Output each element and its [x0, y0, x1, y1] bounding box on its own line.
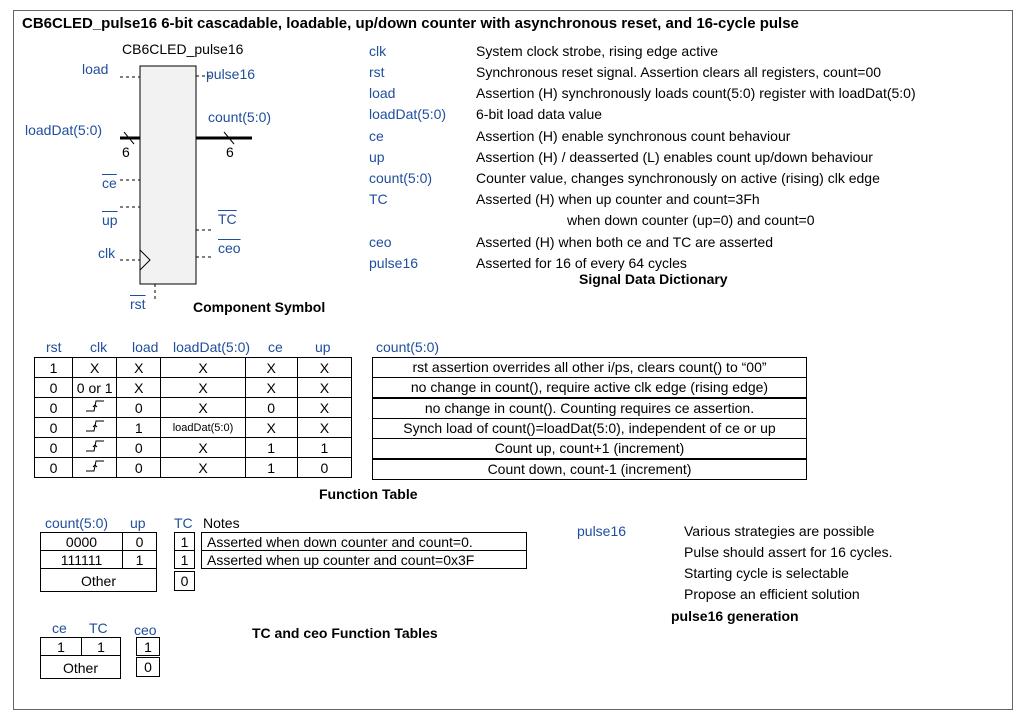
ceo-cell-ceo: 0	[136, 657, 160, 677]
pin-loaddat-width: 6	[122, 144, 130, 160]
tc-header-tc: TC	[174, 515, 193, 531]
tc-cell-count: 111111	[40, 550, 123, 569]
rising-edge-icon	[73, 438, 117, 458]
dict-name: pulse16	[369, 255, 419, 271]
dict-desc: System clock strobe, rising edge active	[476, 43, 718, 59]
function-table-cell: X	[161, 458, 245, 478]
pulse16-line: Various strategies are possible	[684, 523, 875, 539]
function-table-cell: X	[245, 358, 297, 378]
tc-header-count: count(5:0)	[45, 515, 109, 531]
ceo-header-ce: ce	[52, 620, 67, 636]
symbol-block	[140, 66, 196, 284]
function-table-cell: 0	[35, 418, 73, 438]
function-table-row	[35, 458, 352, 478]
pulse16-caption: pulse16 generation	[671, 608, 799, 624]
dict-name: clk	[369, 43, 387, 59]
tc-cell-tc: 1	[174, 532, 195, 551]
function-table-output: no change in count(), require active clk edge (rising edge)	[372, 377, 807, 398]
dict-name: rst	[369, 64, 385, 80]
dict-desc: 6-bit load data value	[476, 106, 603, 122]
dict-name: TC	[369, 191, 388, 207]
pin-rst: $\overline{rst}$	[130, 296, 146, 312]
function-table	[34, 357, 352, 478]
function-table-cell: 0	[117, 438, 161, 458]
function-table-cell: X	[117, 358, 161, 378]
rising-edge-icon	[73, 458, 117, 478]
function-table-row	[35, 438, 352, 458]
ceo-header-ceo: ceo	[134, 622, 157, 638]
tc-cell-up: 0	[122, 532, 157, 551]
ceo-header-tc: TC	[89, 620, 108, 636]
tc-header-notes: Notes	[203, 515, 240, 531]
pin-clk: clk	[98, 245, 116, 261]
pin-load: load	[82, 61, 109, 77]
function-table-cell: 1	[245, 438, 297, 458]
function-table-cell: X	[117, 378, 161, 398]
dict-desc: Counter value, changes synchronously on active (rising) clk edge	[476, 170, 880, 186]
function-table-cell: X	[161, 438, 245, 458]
dict-desc: Asserted (H) when both ce and TC are asserted	[476, 234, 774, 250]
function-table-cell: X	[245, 418, 297, 438]
tc-ceo-caption: TC and ceo Function Tables	[252, 625, 438, 641]
ft-header-loaddat: loadDat(5:0)	[173, 339, 251, 355]
function-table-output: Count up, count+1 (increment)	[372, 438, 807, 459]
pin-ce: $\overline{ce}$	[102, 175, 117, 191]
function-table-row	[35, 418, 352, 438]
dict-name: load	[369, 85, 396, 101]
dict-desc: when down counter (up=0) and count=0	[567, 212, 815, 228]
function-table-row	[35, 358, 352, 378]
dict-desc: Assertion (H) synchronously loads count(5:0) register with loadDat(5:0)	[476, 85, 916, 101]
function-table-cell: X	[161, 398, 245, 418]
ceo-cell-ceo: 1	[136, 637, 160, 656]
pin-ceo: $\overline{ceo}$	[218, 240, 241, 256]
pin-up: $\overline{up}$	[102, 212, 118, 228]
function-table-cell: loadDat(5:0)	[161, 418, 245, 438]
pin-pulse16: pulse16	[206, 66, 256, 82]
dict-name: ceo	[369, 234, 392, 250]
function-table-cell: 0	[245, 398, 297, 418]
ft-header-ce: ce	[268, 339, 283, 355]
pin-count: count(5:0)	[208, 109, 272, 125]
dict-desc: Assertion (H) / deasserted (L) enables count up/down behaviour	[476, 149, 873, 165]
function-table-cell: X	[297, 398, 351, 418]
function-table-cell: X	[161, 358, 245, 378]
function-table-row	[35, 398, 352, 418]
function-table-cell: 1	[245, 458, 297, 478]
dict-desc: Assertion (H) enable synchronous count behaviour	[476, 128, 791, 144]
function-table-cell: X	[297, 378, 351, 398]
pin-loaddat: loadDat(5:0)	[25, 122, 103, 138]
pulse16-line: Starting cycle is selectable	[684, 565, 849, 581]
ft-header-load: load	[132, 339, 159, 355]
dict-desc: Asserted for 16 of every 64 cycles	[476, 255, 687, 271]
tc-header-up: up	[130, 515, 146, 531]
symbol-name: CB6CLED_pulse16	[122, 41, 244, 57]
tc-cell-count: 0000	[40, 532, 123, 551]
function-table-cell: 1	[117, 418, 161, 438]
function-table-output: Synch load of count()=loadDat(5:0), independent of ce or up	[372, 418, 807, 439]
function-table-cell: 0 or 1	[73, 378, 117, 398]
diagram-title: CB6CLED_pulse16 6-bit cascadable, loadable, up/down counter with asynchronous reset, and 16-cycle pulse	[22, 15, 799, 32]
function-table-cell: X	[73, 358, 117, 378]
ft-header-count: count(5:0)	[376, 339, 440, 355]
tc-cell-tc: 1	[174, 550, 195, 569]
function-table-cell: 1	[35, 358, 73, 378]
rising-edge-icon	[73, 418, 117, 438]
function-table-output: Count down, count-1 (increment)	[372, 459, 807, 480]
function-table-output: no change in count(). Counting requires ce assertion.	[372, 398, 807, 419]
function-table-cell: 1	[297, 438, 351, 458]
dict-desc: Synchronous reset signal. Assertion clears all registers, count=00	[476, 64, 882, 80]
function-table-output: rst assertion overrides all other i/ps, clears count() to “00”	[372, 357, 807, 378]
pin-tc: $\overline{TC}$	[218, 211, 237, 227]
function-table-cell: X	[297, 358, 351, 378]
ft-header-rst: rst	[46, 339, 62, 355]
pulse16-line: Pulse should assert for 16 cycles.	[684, 544, 893, 560]
ceo-cell-other: Other	[40, 655, 121, 679]
tc-cell-note: Asserted when up counter and count=0x3F	[201, 550, 527, 569]
dict-name: loadDat(5:0)	[369, 106, 447, 122]
function-table-cell: X	[297, 418, 351, 438]
tc-cell-note: Asserted when down counter and count=0.	[201, 532, 527, 551]
function-table-cell: 0	[35, 458, 73, 478]
rising-edge-icon	[73, 398, 117, 418]
function-table-cell: 0	[35, 398, 73, 418]
function-table-cell: 0	[35, 438, 73, 458]
tc-cell-other: Other	[40, 568, 157, 592]
pin-count-width: 6	[226, 144, 234, 160]
function-table-caption: Function Table	[319, 486, 418, 502]
function-table-cell: 0	[35, 378, 73, 398]
tc-cell-tc: 0	[174, 571, 195, 591]
dict-name: up	[369, 149, 385, 165]
tc-cell-up: 1	[122, 550, 157, 569]
function-table-cell: 0	[117, 458, 161, 478]
function-table-cell: X	[245, 378, 297, 398]
dict-name: ce	[369, 128, 384, 144]
function-table-cell: 0	[117, 398, 161, 418]
ceo-cell-tc: 1	[81, 637, 121, 656]
dict-name: count(5:0)	[369, 170, 433, 186]
ceo-cell-ce: 1	[40, 637, 82, 656]
function-table-cell: 0	[297, 458, 351, 478]
symbol-caption: Component Symbol	[193, 299, 326, 315]
dict-desc: Asserted (H) when up counter and count=3Fh	[476, 191, 760, 207]
pulse16-line: Propose an efficient solution	[684, 586, 860, 602]
function-table-cell: X	[161, 378, 245, 398]
pulse16-label: pulse16	[577, 523, 627, 539]
dictionary-caption: Signal Data Dictionary	[579, 271, 728, 287]
ft-header-clk: clk	[90, 339, 108, 355]
ft-header-up: up	[315, 339, 331, 355]
function-table-row	[35, 378, 352, 398]
